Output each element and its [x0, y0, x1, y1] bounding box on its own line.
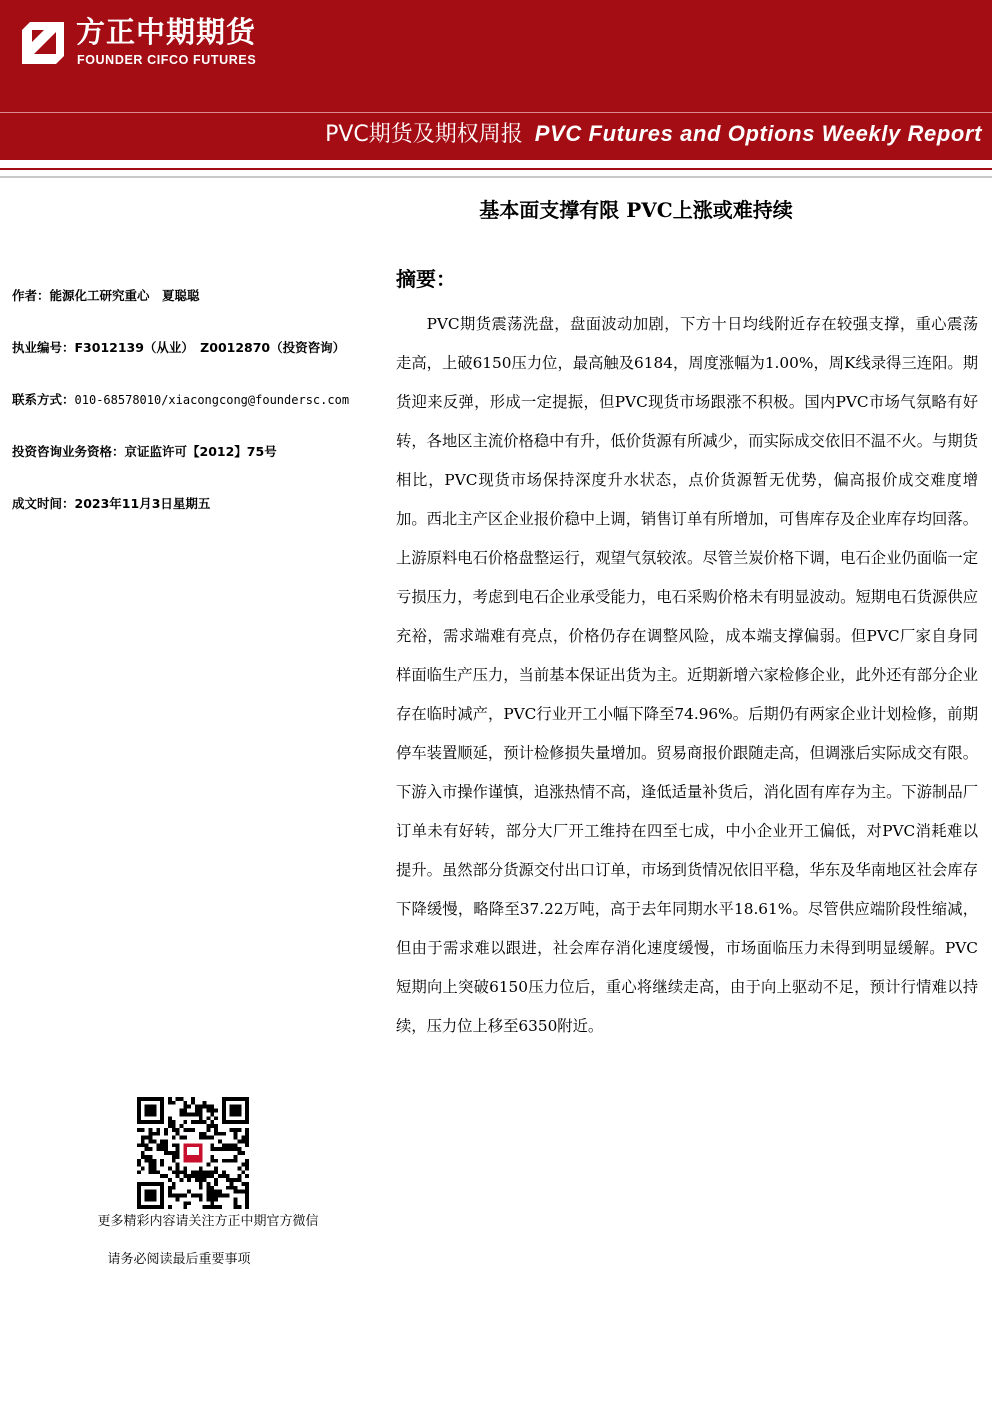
header-divider	[0, 112, 992, 113]
meta-value: 京证监许可【2012】75号	[124, 444, 277, 459]
meta-value: F3012139（从业） Z0012870（投资咨询）	[74, 340, 346, 355]
qr-caption: 更多精彩内容请关注方正中期官方微信	[97, 1214, 319, 1229]
header-rule-red	[0, 168, 992, 170]
summary-heading: 摘要：	[396, 267, 456, 291]
founder-logo-icon	[18, 18, 68, 68]
header-band	[0, 0, 992, 160]
meta-value: 能源化工研究重心 夏聪聪	[49, 288, 200, 303]
disclaimer-note: 请务必阅读最后重要事项	[107, 1252, 251, 1267]
author-meta	[12, 283, 382, 543]
meta-label: 投资咨询业务资格：	[12, 444, 125, 459]
meta-label: 成文时间：	[12, 496, 75, 511]
meta-label: 作者：	[12, 288, 50, 303]
meta-qualification	[12, 439, 382, 491]
meta-license	[12, 335, 382, 387]
report-title-en: PVC Futures and Options Weekly Report	[534, 121, 982, 146]
meta-contact	[12, 387, 382, 439]
summary-body: PVC期货震荡洗盘，盘面波动加剧，下方十日均线附近存在较强支撑，重心震荡走高，上破6150压力位，最高触及6184，周度涨幅为1.00%，周K线录得三连阳。期货迎来反弹，形成一定提振，但PVC现货市场跟涨不积极。国内PVC市场气氛略有好转，各地区主流价格稳中有升，低价货源有所减少，而实际成交依旧不温不火。与期货相比，PVC现货市场保持深度升水状态，点价货源暂无优势，偏高报价成交难度增加。西北主产区企业报价稳中上调，销售订单有所增加，可售库存及企业库存均回落。上游原料电石价格盘整运行，观望气氛较浓。尽管兰炭价格下调，电石企业仍面临一定亏损压力，考虑到电石企业承受能力，电石采购价格未有明显波动。短期电石货源供应充裕，需求端难有亮点，价格仍存在调整风险，成本端支撑偏弱。但PVC厂家自身同样面临生产压力，当前基本保证出货为主。近期新增六家检修企业，此外还有部分企业存在临时减产，PVC行业开工小幅下降至74.96%。后期仍有两家企业计划检修，前期停车装置顺延，预计检修损失量增加。贸易商报价跟随走高，但调涨后实际成交有限。下游入市操作谨慎，追涨热情不高，逢低适量补货后，消化固有库存为主。下游制品厂订单未有好转，部分大厂开工维持在四至七成，中小企业开工偏低，对PVC消耗难以提升。虽然部分货源交付出口订单，市场到货情况依旧平稳，华东及华南地区社会库存下降缓慢，略降至37.22万吨，高于去年同期水平18.61%。尽管供应端阶段性缩减，但由于需求难以跟进，社会库存消化速度缓慢，市场面临压力未得到明显缓解。PVC短期向上突破6150压力位后，重心将继续走高，由于向上驱动不足，预计行情难以持续，压力位上移至6350附近。	[396, 315, 978, 1035]
report-title	[325, 118, 982, 152]
meta-label: 联系方式：	[12, 392, 75, 407]
meta-date	[12, 491, 382, 543]
logo-text-cn: 方正中期期货	[76, 15, 257, 49]
header-rule-gray	[0, 176, 992, 178]
page-title: 基本面支撑有限 PVC上涨或难持续	[479, 198, 793, 222]
report-title-cn: PVC期货及期权周报	[325, 122, 523, 147]
meta-value: 2023年11月3日星期五	[74, 496, 211, 511]
logo-text-en: FOUNDER CIFCO FUTURES	[77, 53, 257, 67]
meta-label: 执业编号：	[12, 340, 75, 355]
meta-author	[12, 283, 382, 335]
meta-value[interactable]: 010-68578010/xiacongcong@foundersc.com	[74, 393, 350, 407]
wechat-qr-code-icon	[137, 1097, 249, 1209]
